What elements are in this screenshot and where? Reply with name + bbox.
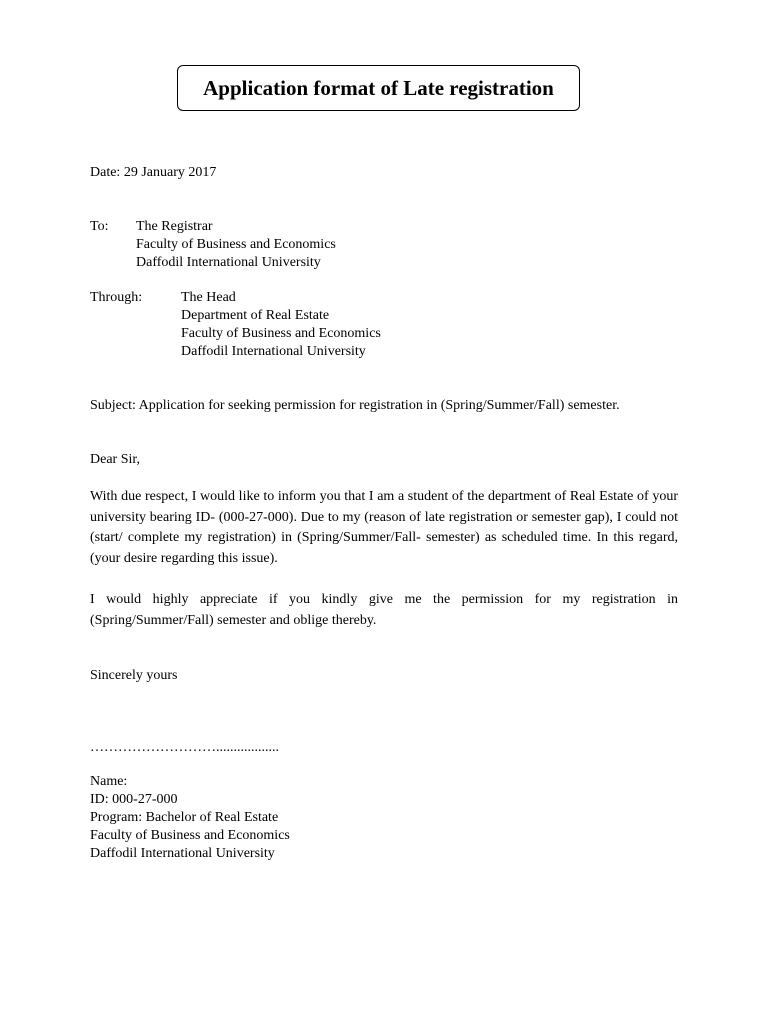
subject-line: Subject: Application for seeking permission for registration in (Spring/Summer/Fall) semester. xyxy=(90,398,620,413)
salutation: Dear Sir, xyxy=(90,452,140,467)
signer-program: Program: Bachelor of Real Estate xyxy=(90,810,279,825)
closing: Sincerely yours xyxy=(90,668,178,683)
to-line-3: Daffodil International University xyxy=(136,255,321,270)
to-line-2: Faculty of Business and Economics xyxy=(136,237,336,252)
signer-id: ID: 000-27-000 xyxy=(90,792,178,807)
to-label: To: xyxy=(90,219,109,234)
title-box xyxy=(177,65,580,111)
body-paragraph-2: I would highly appreciate if you kindly give me the permission for my registration in (Spring/Summer/Fall) semester and oblige thereby. xyxy=(90,592,678,628)
through-label: Through: xyxy=(90,290,143,305)
signer-university: Daffodil International University xyxy=(90,846,275,861)
document-title: Application format of Late registration xyxy=(203,75,554,100)
through-line-2: Department of Real Estate xyxy=(181,308,330,323)
through-line-3: Faculty of Business and Economics xyxy=(181,326,381,341)
body-paragraph-1: With due respect, I would like to inform you that I am a student of the department of Real Estate of your university bearing ID- (000-27-000). Due to my (reason of late registration or semester gap), I could not (start/ complete my registration) in (Spring/Summer/Fall- semester) as scheduled time. In this regard, (your desire regarding this issue). xyxy=(90,489,678,566)
signer-faculty: Faculty of Business and Economics xyxy=(90,828,290,843)
date-line: Date: 29 January 2017 xyxy=(90,165,217,180)
through-line-4: Daffodil International University xyxy=(181,344,366,359)
to-line-1: The Registrar xyxy=(136,219,213,234)
signer-name: Name: xyxy=(90,774,128,789)
through-line-1: The Head xyxy=(181,290,236,305)
signature-line: ……………………….................. xyxy=(90,740,279,755)
